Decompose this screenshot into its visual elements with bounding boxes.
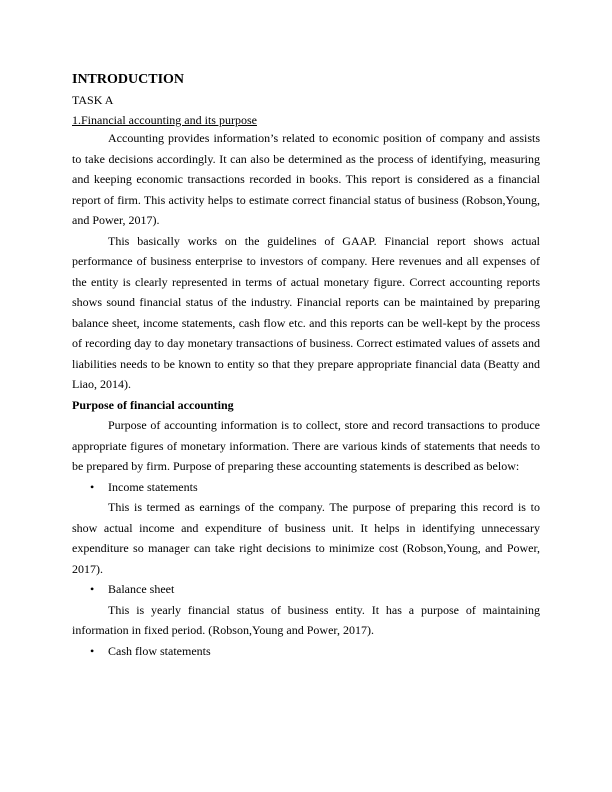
paragraph-income: This is termed as earnings of the company. The purpose of preparing this record is to show actual income and expenditure of business unit. It helps in identifying unnecessary expenditure so manager can take right decisions to minimize cost (Robson,Young, and Power, 2017). bbox=[72, 500, 540, 576]
section-title: 1.Financial accounting and its purpose bbox=[72, 113, 257, 127]
document-body bbox=[72, 72, 540, 661]
purpose-heading: Purpose of financial accounting bbox=[72, 397, 234, 412]
paragraph-gaap: This basically works on the guidelines of GAAP. Financial report shows actual performance of business enterprise to investors of company. Here revenues and all expenses of the entity is clearly represented in terms of actual monetary figure. Correct accounting reports shows sound financial status of the industry. Financial reports can be maintained by preparing balance sheet, income statements, cash flow etc. and this reports can be well-kept by the process of recording day to day monetary transactions of business. Correct estimated values of assets and liabilities needs to be known to entity so that they prepare appropriate financial data (Beatty and Liao, 2014). bbox=[72, 233, 540, 391]
paragraph-intro: Accounting provides information’s related to economic position of company and assists to take decisions accordingly. It can also be determined as the process of identifying, measuring and keeping economic transactions recorded in books. This report is considered as a financial report of firm. This activity helps to estimate correct financial status of business (Robson,Young, and Power, 2017). bbox=[72, 131, 540, 227]
bullet-icon: • bbox=[90, 643, 95, 658]
list-item-label: Income statements bbox=[108, 479, 198, 494]
paragraph-purpose: Purpose of accounting information is to collect, store and record transactions to produce appropriate figures of monetary information. There are various kinds of statements that needs to be prepared by firm. Purpose of preparing these accounting statements is described as below: bbox=[72, 418, 540, 473]
list-item-balance-sheet bbox=[72, 579, 540, 600]
page-heading: INTRODUCTION bbox=[72, 72, 185, 87]
bullet-icon: • bbox=[90, 582, 95, 596]
paragraph-balance: This is yearly financial status of business entity. It has a purpose of maintaining information in fixed period. (Robson,Young and Power, 2017). bbox=[72, 602, 540, 637]
list-item-label: Cash flow statements bbox=[108, 643, 211, 658]
list-item-label: Balance sheet bbox=[108, 582, 175, 596]
list-item-income-statements bbox=[72, 477, 540, 498]
bullet-icon: • bbox=[90, 479, 95, 494]
list-item-cash-flow bbox=[72, 641, 540, 662]
task-label: TASK A bbox=[72, 93, 114, 107]
